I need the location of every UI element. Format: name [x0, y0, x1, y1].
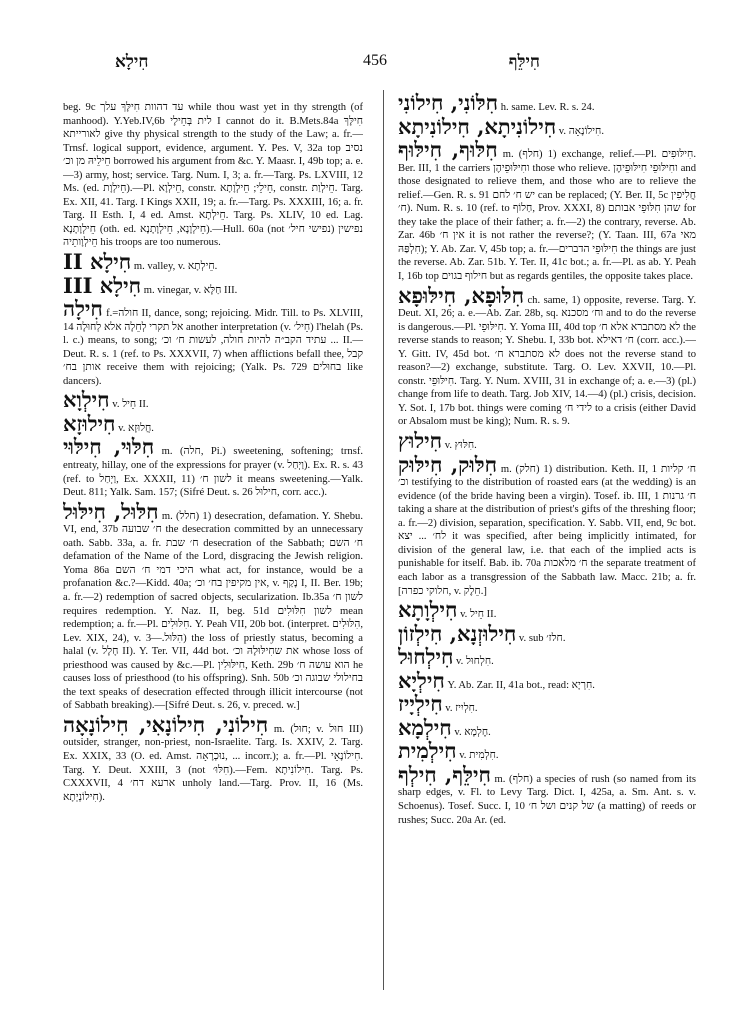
- entry: [398, 282, 696, 429]
- entry: [398, 620, 696, 646]
- entry-text: v. חִלְיִיז.: [445, 703, 478, 715]
- entry-headword: חִלּוּפָא, חִילּוּפָא: [398, 282, 525, 308]
- entry-headword: חִילְוָתָא: [398, 597, 458, 623]
- entry: [398, 761, 696, 827]
- entry: [398, 451, 696, 598]
- entry-text: Y. Ab. Zar. II, 41a bot., read: חִרְיָא.: [447, 679, 595, 691]
- entry-headword: חִילוּזָא: [63, 410, 116, 436]
- entry-text: m. (חלף) a species of rush (so named from its sharp edges, v. Fl. to Levy Targ. Dict. I, 425a, a. Sm. Ant. s. v. Schoenus). Tosef. Succ. I, 10 של קנים ושל ח׳ (a matting) of reeds or rushes; Succ. 20a Ar. (ed.: [398, 773, 696, 826]
- entry-headword: חִילֵּף, חִילְף: [398, 761, 491, 787]
- entry: [398, 430, 696, 453]
- entry-headword: חִילְמָא: [398, 714, 452, 740]
- entry: [63, 410, 363, 436]
- entry: [63, 272, 363, 298]
- entry-text: v. חִלְמִית.: [459, 750, 499, 762]
- entry: [398, 139, 696, 283]
- entry-headword: חִלּוּל, חִילּוּל: [63, 498, 159, 524]
- entry-text: m. (חלל) 1) desecration, defamation. Y. Shebu. VI, end, 37b ח׳ שבועה the desecration committed by an unnecessary oath. Sabb. 33a, a. fr. ח׳ שבת desecration of the Sabbath; ח׳ השם defamation of the Name of the Lord, disgracing the Jewish religion. Yoma 86a היכי דמי ח׳ השם what act, for instance, would be a profanation &c.?—Kidd. 40a; אין מקיפין בח׳ וכ׳, v. נָקַף I, II. Ber. 19b; a. fr.—2) redemption of sacred objects, secularization. Ib.35a לשון ח׳ requires redemption. Y. Naz. II, beg. 51d לשון חִלּוּלִים mean redemption; a. fr.—Pl. חִלּוּלִים. Y. Peah VII, 20b bot. (interpret. הִלּוּלִים, Lev. XIX, 24), v. הִלּוּל.—3) the loss of priestly status, becoming a halal (v. חָלָל II). Y. Ter. VII, 44d bot. את שחִילּוּלָהּ וכ׳ whose loss of priesthood was caused by &c.—Pl. חִילּוּלִין, Keth. 29b הוא עושה ח׳ he causes loss of priesthood (to his offspring). Snh. 50b בחילולי שבוגה וכ׳ the text speaks of desecration effected through illicit intercourse (not of Sabbath breaking).—[Sifré Deut. s. 26, v. preced. w.]: [63, 510, 363, 712]
- entry-headword: חִילוּזְנָא, חִילְזוֹן: [398, 620, 517, 646]
- right-column: [398, 92, 696, 1004]
- entry-text: v. חִלְחוּל.: [456, 656, 494, 668]
- entry-text: m. valley, v. חֵילְתָא.: [133, 261, 218, 273]
- entry-text: beg. 9c עד דהוות חִילָּךְ עלך while thou wast yet in thy strength (of manhood). Y.Yeb.IV,6b לית בְּחֵילָי I cannot do it. B.Mets.84a חִילָּךְ לאורייתא give thy physical strength to the study of the Law; a. fr.—Trnsf. logical support, evidence, argument. Y. Pes. V, 32a top נסיב חֵילֵיהּ מן וכ׳ borrowed his argument from &c. Y. Maasr. I, 49b top; a. e.—3) army, host; service. Targ. Num. I, 3; a. fr.—Targ. Ps. LXVIII, 12 Ms. (ed. חֵילְוָת).—Pl. חֵילְוָא, constr. חֵילֵי; חֵילְוָתָא, constr. חֵילְוַת. Targ. Ex. XII, 41. Targ. I Kings XXII, 19; a. fr.—Targ. Ps. XXXIII, 16; a. fr. Targ. II Esth. I, 4 ed. Amst. חֵילְתָא. Targ. Ps. XLIV, 10 ed. Lag. חֵילְוָתָנָא (oth. ed. חֵילְוָנָא, חֵילְוָתָנָא).—Hull. 60a (not נפישי חיל׳) נפישין חֵילְוָותֵיה his troops are too numerous.: [63, 102, 363, 249]
- entry: [398, 740, 696, 763]
- column-divider: [383, 90, 384, 990]
- entry-headword: חִלּוּק, חִילּוּק: [398, 451, 498, 477]
- entry-headword: חִלּוּף, חִילּוּף: [398, 137, 498, 163]
- entry-text: v. sub חלז׳.: [518, 632, 566, 644]
- entry-text: m. vinegar, v. חַלָּא III.: [143, 284, 238, 296]
- entry-text: h. same. Lev. R. s. 24.: [500, 102, 595, 113]
- entry-text: m. (חלף) 1) exchange, relief.—Pl. חִילּוּפִים. Ber. III, 1 the carriers וחִילּוּפֵיהֶן those who relieve. וחִילּוּפֵי חִילּוּפֵיהֶן and those designated to relieve them, and those who are to relieve the relief.—Gen. R. s. 91 יש ח׳ לחם can be replaced; (Y. Ber. II, 5c חֲלִיפִין ח׳). Num. R. s. 10 (ref. to חַלוֹף, Prov. XXXI, 8) שהן חִלּוּפֵי אבותם for they take the place of their father; a. fr.—2) the contrary, reverse. Ab. Zar. 46b אין ח׳ it is not rather the reverse?; (Y. Taan. III, 67a מאי חִלְפַּהּ); Y. Ab. Zar. V, 45b top; a. fr.—חִילּוּפֵי הדברים the things are just the reverse. Ab. Zar. 51b. Y. Ter. II, 41c bot.; a. fr.—Pl. as ab. Y. Peah I, 16b top חילוף בגוים but as regards gentiles, the opposite takes place.: [398, 149, 696, 283]
- entry: [398, 667, 696, 693]
- entry: [398, 113, 696, 139]
- entry-headword: חִילָא II: [63, 249, 132, 275]
- entry-headword: חִילְיָיז: [398, 691, 443, 717]
- entry-text: v. חֵיל II.: [112, 399, 149, 411]
- entry: [63, 436, 363, 499]
- entry-headword: חִילָה: [63, 296, 103, 322]
- entry-text: v. חֲלוּזָא.: [118, 422, 154, 434]
- page-number: 456: [363, 52, 387, 69]
- entry: [63, 389, 363, 412]
- page-header: [60, 52, 690, 76]
- entry-text: m. (חלק) 1) distribution. Keth. II, 1 ח׳ קליות וכ׳ testifying to the distribution of roasted ears (at the wedding) is an evidence (of the bride having been a virgin). Tosef. ib. III, 1 ח׳ גרנות taking a share at the distribution of priest's gifts of the threshing floor; a. fr.—2) division, separation, specification. Y. Sabb. VII, end, 9c bot. לח׳ ... יצא it was specified, after being implicitly intimated, for division of the general law, i.e. that each of the implied acts is punishable for itself. Bab. ib. 70a ח׳ מלאכות the separate treatment of each labor as a transgression of the Sabbath law. Macc. 21b; a. fr. [חלוקי כפרה, v. חֵלֶק.]: [398, 463, 696, 597]
- entry-text: v. חֶלְמָא.: [454, 726, 491, 738]
- entry-text: m. (חלה, Pi.) sweetening, softening; trnsf. entreaty, hillay, one of the expressions for prayer (v. וַיְחַל). Ex. R. s. 43 (ref. to וַיְחַל, Ex. XXXII, 11) לשון ח׳ it means sweetening.—Yalk. Deut. 811; Yalk. Sam. 157; (Sifré Deut. s. 26 חילוּל, corr. acc.).: [63, 446, 363, 499]
- entry-text: f.=חולה II, dance, song; rejoicing. Midr. Till. to Ps. XLVIII, 14 אל תקרי לְחֵלָה אלא לְחוּלָה another interpretation (v. חֵיל׳) l'helah (Ps. l. c.) means, to song; עתיד הקב״ה להיות חולה, לעשות ח׳ וכ׳ ... II.—Deut. R. s. 1 (ref. to Ps. XXXVII, 7) when afflictions befall thee, קבל אותן בח׳ receive them with rejoicing; (Yalk. Ps. 729 בחוּלים like dancers).: [63, 308, 363, 387]
- entry-text: ch. same, 1) opposite, reverse. Targ. Y. Deut. XI, 26; a. e.—Ab. Zar. 28b, sq. וח׳ מסכנא and to do the reverse is dangerous.—Pl. חִילּוּפֵי. Y. Yoma III, 40d top לא מסתברא אלא ח׳ the reverse stands to reason; Y. Shebu. I, 33b bot. ח׳ דאילא (corr. acc.).—Y. Gitt. IV, 45d bot. לא מסתברא ח׳ does not the reverse stand to reason?—2) exchange, substitute. Targ. O. Lev. XXVII, 10.—Pl. constr. חִילּוּפֵי. Targ. Y. Num. XVIII, 31 in exchange of; a. e.—3) (pl.) change from life to death. Targ. Job XIV, 14.—4) (pl.) crisis, decision. Y. Sot. I, 17b bot. things were coming לידי ח׳ to a crisis (either David or Absalom must be king); Num. R. s. 9.: [398, 294, 696, 428]
- entry-text: v. חִלּוּץ.: [444, 440, 477, 452]
- entry-headword: חִלּוּי, חִילּוּי: [63, 434, 155, 460]
- entry: [63, 92, 363, 250]
- entry: [398, 646, 696, 669]
- entry-headword: חִילוֹנִי, חִילוֹנָאִי, חִילוֹנָאָה: [63, 711, 269, 737]
- entry: [63, 711, 363, 804]
- entry-headword: חִילְיָא: [398, 667, 445, 693]
- entry: [63, 251, 363, 274]
- entry: [398, 714, 696, 740]
- entry-headword: חִילְמִית: [398, 738, 457, 764]
- entry: [398, 599, 696, 622]
- entry: [63, 298, 363, 388]
- entry-headword: חִילְוָא: [63, 387, 110, 413]
- entry: [398, 693, 696, 716]
- running-head-right: חִילֵּף: [508, 52, 540, 71]
- entry-text: v. חִילוֹנָאָה.: [558, 125, 604, 137]
- entry-headword: חִילוּץ: [398, 428, 443, 454]
- entry-text: m. (חוּל; v. חוּל III) outsider, stranger, non-priest, non-Israelite. Targ. Is. XXIV, 2. Targ. Ex. XXIX, 33 (O. ed. Amst. נוּכְרָאָה, ... incorr.); a. fr.—Pl. חִילוֹנָאֵי. Targ. Y. Deut. XXIII, 3 (not חִלּוּ׳).—Fem. חִילוֹנִיתָא. Targ. Ps. CXXXVII, 4 ארעא דח׳ unholy land.—Targ. Prov. II, 16 (Ms. חִילוֹנְיְתָא).: [63, 723, 363, 803]
- entry: [398, 92, 696, 115]
- running-head-left: חִילָא: [115, 52, 149, 71]
- entry-headword: חִילוֹנִיתָא, חִילוֹנִיתָא: [398, 113, 557, 139]
- entry-headword: חִילְחוּל: [398, 644, 454, 670]
- entry-text: v. חֵיל II.: [460, 609, 497, 621]
- left-column: [63, 92, 363, 1004]
- entry-headword: חִלּוֹנִי, חִילוֹנִי: [398, 92, 499, 115]
- entry: [63, 498, 363, 713]
- entry-headword: חִילָא III: [63, 272, 142, 298]
